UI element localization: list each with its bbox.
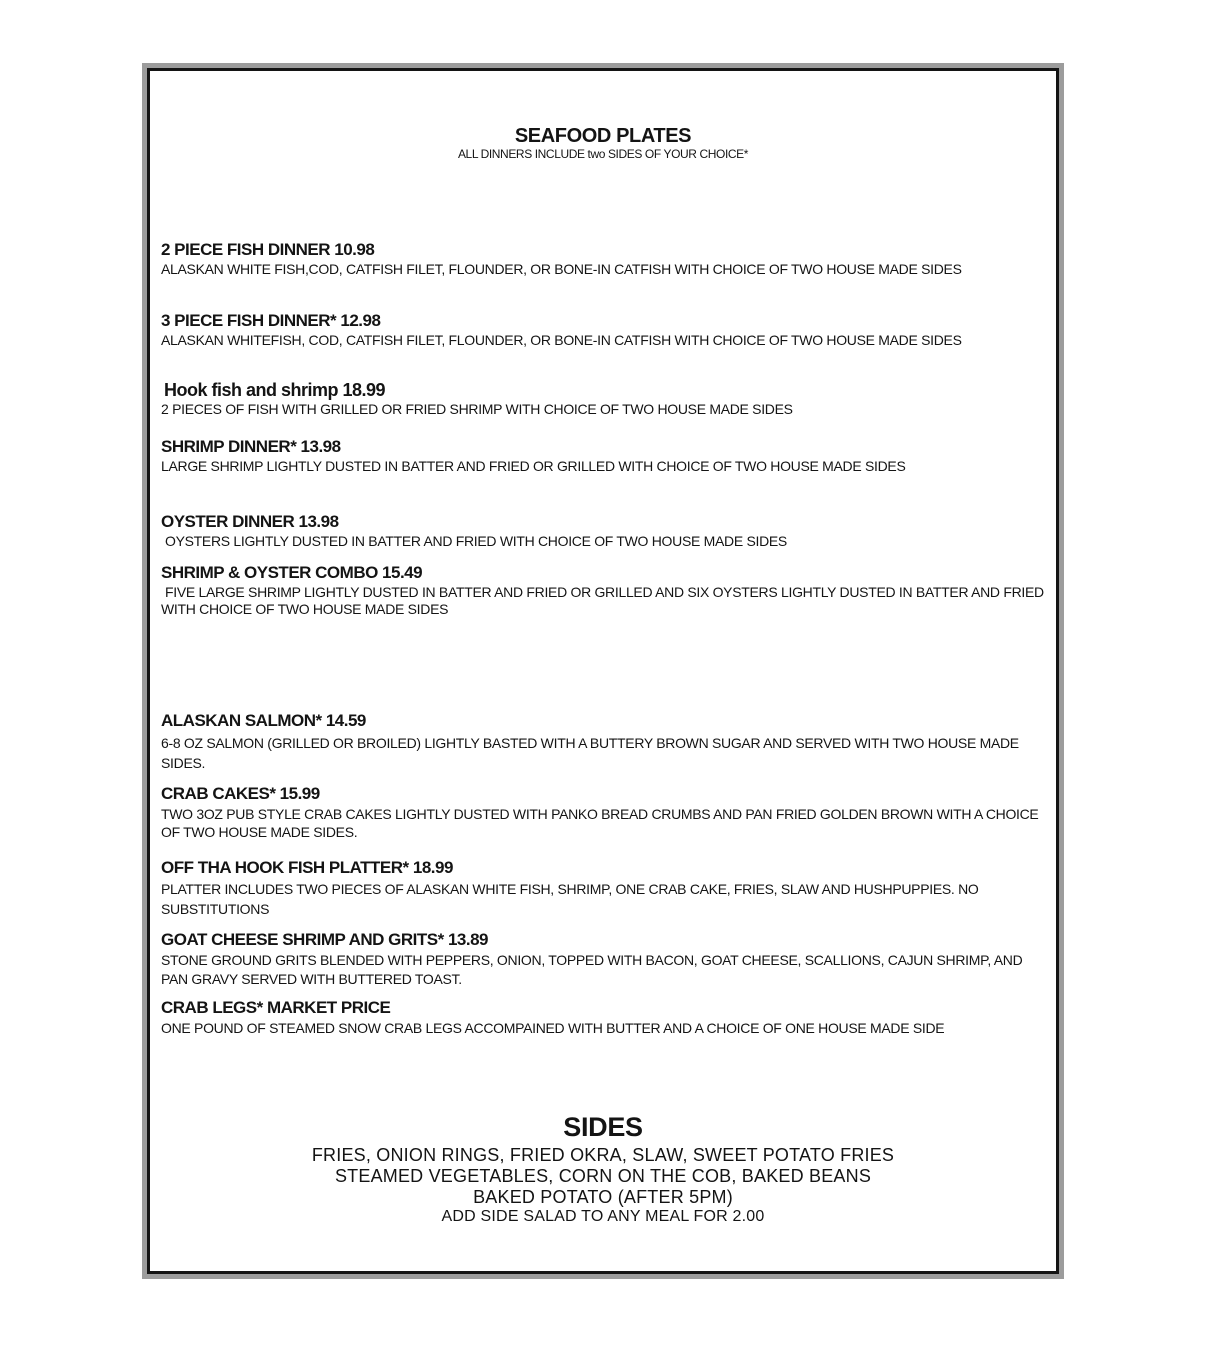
side-salad-note: ADD SIDE SALAD TO ANY MEAL FOR 2.00 [441,1208,765,1225]
menu-item [161,784,1051,841]
menu-item-description: ALASKAN WHITE FISH,COD, CATFISH FILET, FLOUNDER, OR BONE-IN CATFISH WITH CHOICE OF TWO HOUSE MADE SIDES [161,261,962,277]
menu-item-title: OFF THA HOOK FISH PLATTER* 18.99 [161,858,453,877]
menu-item-description: TWO 3OZ PUB STYLE CRAB CAKES LIGHTLY DUSTED WITH PANKO BREAD CRUMBS AND PAN FRIED GOLDEN BROWN WITH A CHOICE OF TWO HOUSE MADE SIDES. [161,806,1039,840]
menu-item-description: OYSTERS LIGHTLY DUSTED IN BATTER AND FRIED WITH CHOICE OF TWO HOUSE MADE SIDES [165,533,787,549]
sides-list-line: BAKED POTATO (AFTER 5PM) [473,1187,733,1207]
menu-item-title: 3 PIECE FISH DINNER* 12.98 [161,311,381,330]
menu-item-description: PLATTER INCLUDES TWO PIECES OF ALASKAN WHITE FISH, SHRIMP, ONE CRAB CAKE, FRIES, SLAW AND HUSHPUPPIES. NO SUBSTITUTIONS [161,881,979,917]
menu-item-title: SHRIMP DINNER* 13.98 [161,437,341,456]
menu-item [161,512,1051,550]
menu-item [161,437,1051,475]
menu-item-description: FIVE LARGE SHRIMP LIGHTLY DUSTED IN BATTER AND FRIED OR GRILLED AND SIX OYSTERS LIGHTLY DUSTED IN BATTER AND FRIED WITH CHOICE OF TWO HOUSE MADE SIDES [161,584,1044,617]
menu-item-title: CRAB LEGS* MARKET PRICE [161,998,391,1017]
menu-item-description: LARGE SHRIMP LIGHTLY DUSTED IN BATTER AND FRIED OR GRILLED WITH CHOICE OF TWO HOUSE MADE SIDES [161,458,906,474]
menu-item-title: OYSTER DINNER 13.98 [161,512,339,531]
menu-item-description: ONE POUND OF STEAMED SNOW CRAB LEGS ACCOMPAINED WITH BUTTER AND A CHOICE OF ONE HOUSE MADE SIDE [161,1020,945,1036]
menu-item [161,240,1051,278]
page-subtitle: ALL DINNERS INCLUDE two SIDES OF YOUR CHOICE* [457,147,749,161]
menu-item [161,930,1051,989]
menu-item-description: STONE GROUND GRITS BLENDED WITH PEPPERS, ONION, TOPPED WITH BACON, GOAT CHEESE, SCALLIONS, CAJUN SHRIMP, AND PAN GRAVY SERVED WITH BUTTERED TOAST. [161,952,1023,987]
sides-list-line: STEAMED VEGETABLES, CORN ON THE COB, BAKED BEANS [334,1166,872,1186]
menu-item-title: ALASKAN SALMON* 14.59 [161,711,366,730]
menu-item [161,858,1051,919]
menu-item-title: Hook fish and shrimp 18.99 [164,380,386,400]
page-title: SEAFOOD PLATES [514,125,692,147]
menu-item [161,311,1051,349]
menu-item-title: GOAT CHEESE SHRIMP AND GRITS* 13.89 [161,930,488,949]
menu-item-title: SHRIMP & OYSTER COMBO 15.49 [161,563,423,582]
menu-item [161,563,1051,618]
sides-list-line: FRIES, ONION RINGS, FRIED OKRA, SLAW, SWEET POTATO FRIES [311,1145,895,1165]
menu-item [161,998,1051,1038]
menu-item [161,711,1051,773]
menu-item-title: CRAB CAKES* 15.99 [161,784,320,803]
menu-item-description: ALASKAN WHITEFISH, COD, CATFISH FILET, FLOUNDER, OR BONE-IN CATFISH WITH CHOICE OF TWO HOUSE MADE SIDES [161,332,962,348]
menu-item-description: 2 PIECES OF FISH WITH GRILLED OR FRIED SHRIMP WITH CHOICE OF TWO HOUSE MADE SIDES [161,401,793,417]
menu-item-title: 2 PIECE FISH DINNER 10.98 [161,240,375,259]
menu-item [161,380,1054,418]
sides-title: SIDES [563,1112,643,1142]
menu-item-description: 6-8 OZ SALMON (GRILLED OR BROILED) LIGHTLY BASTED WITH A BUTTERY BROWN SUGAR AND SERVED WITH TWO HOUSE MADE SIDES. [161,735,1019,771]
